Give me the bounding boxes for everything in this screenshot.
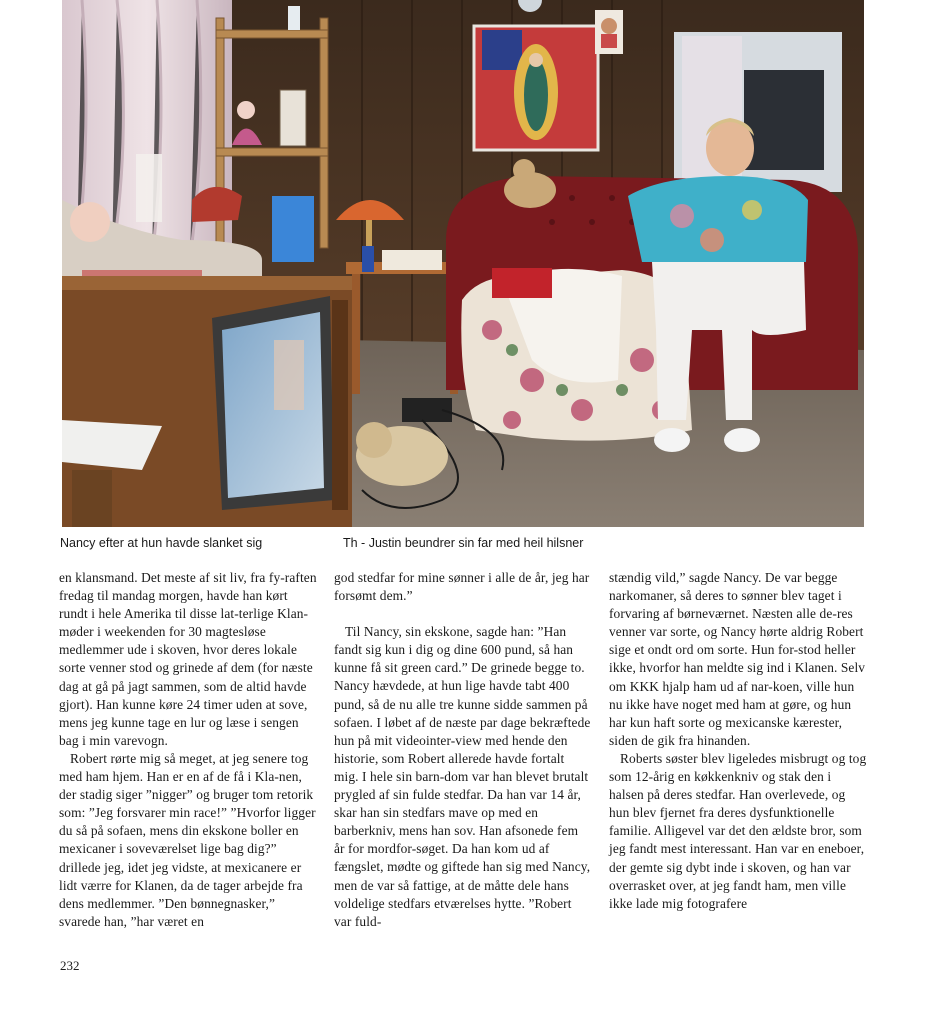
paragraph: en klansmand. Det meste af sit liv, fra fy-raften fredag til mandag morgen, havde han kørt rundt i hele Amerika til disse lat-terlige Klan-møder i weekenden for 30 magtesløse medlemmer ude i skoven, hvor deres lokale sorte venner stod og grinede af dem (for næste dag at gå på jagt sammen, som de altid havde gjort). Han kunne køre 24 timer uden at sove, mens jeg kunne tage en lur og læse i sengen bag i min varevogn. bbox=[59, 570, 317, 748]
photo-caption-left: Nancy efter at hun havde slanket sig bbox=[60, 536, 263, 550]
paragraph: Til Nancy, sin ekskone, sagde han: ”Han fandt sig kun i dig og dine 600 pund, så han kunne få sit green card.” De grinede begge to. Nancy hævdede, at hun lige havde tabt 400 pund, så de nu alle tre kunne sidde sammen på sofaen. I løbet af de næste par dage bekræftede hun på mit videointer-view med hende den historie, som Robert allerede havde fortalt mig. I hele sin barn-dom var han blevet brutalt prygled af sin fulde stedfar. Da han var 14 år, skar han sin stedfars mave op med en barberkniv, mens han sov. Han afsonede fem år for mordfor-søget. Da han kom ud af fængslet, mødte og giftede han sig med Nancy, men de var så fattige, at de måtte dele hans voldelige stedfars etværelses hytte. ”Robert var fuld- bbox=[334, 624, 591, 929]
photo-living-room bbox=[62, 0, 864, 527]
text-column-2 bbox=[334, 569, 592, 931]
living-room-photograph bbox=[62, 0, 864, 527]
photo-caption-right: Th - Justin beundrer sin far med heil hilsner bbox=[343, 536, 584, 550]
paragraph: stændig vild,” sagde Nancy. De var begge narkomaner, så deres to sønner blev taget i forvaring af børneværnet. Næsten alle de-res venner var sorte, og Nancy hørte aldrig Robert sige et ondt ord om sorte. Hun for-stod heller ikke, hvorfor han meldte sig ind i Klanen. Selv om KKK hjalp ham ud af nar-koen, ville hun nu ikke have noget med ham at gøre, og hun har kun haft sorte og mexicanske kærester, siden de gik fra hinanden. bbox=[609, 570, 866, 748]
text-column-3 bbox=[609, 569, 867, 913]
page-number: 232 bbox=[60, 958, 80, 973]
paragraph: Roberts søster blev ligeledes misbrugt og tog som 12-årig en køkkenkniv og stak den i halsen på deres stedfar. Han overlevede, og hun blev fjernet fra deres dysfunktionelle familie. Alligevel var det den ældste bror, som jeg fandt mest interessant. Han var en eneboer, der gemte sig dybt inde i skoven, og han var overrasket over, at jeg fandt ham, men ville ikke lade mig fotografere bbox=[609, 750, 867, 911]
paragraph: god stedfar for mine sønner i alle de år, jeg har forsømt dem.” bbox=[334, 570, 590, 604]
text-column-1 bbox=[59, 569, 317, 931]
paragraph: Robert rørte mig så meget, at jeg senere tog med ham hjem. Han er en af de få i Kla-nen, der stadig siger ”nigger” og bruger tom retorik som: ”Jeg forsvarer min race!” ”Hvorfor ligger du så på sofaen, mens din ekskone boller en mexicaner i soveværelset lige bag dig?” drillede jeg, idet jeg vidste, at mexicanere er lidt værre for Klanen, da de tager arbejde fra dens medlemmer. ”Den bønnegnasker,” svarede han, ”har været en bbox=[59, 750, 316, 929]
